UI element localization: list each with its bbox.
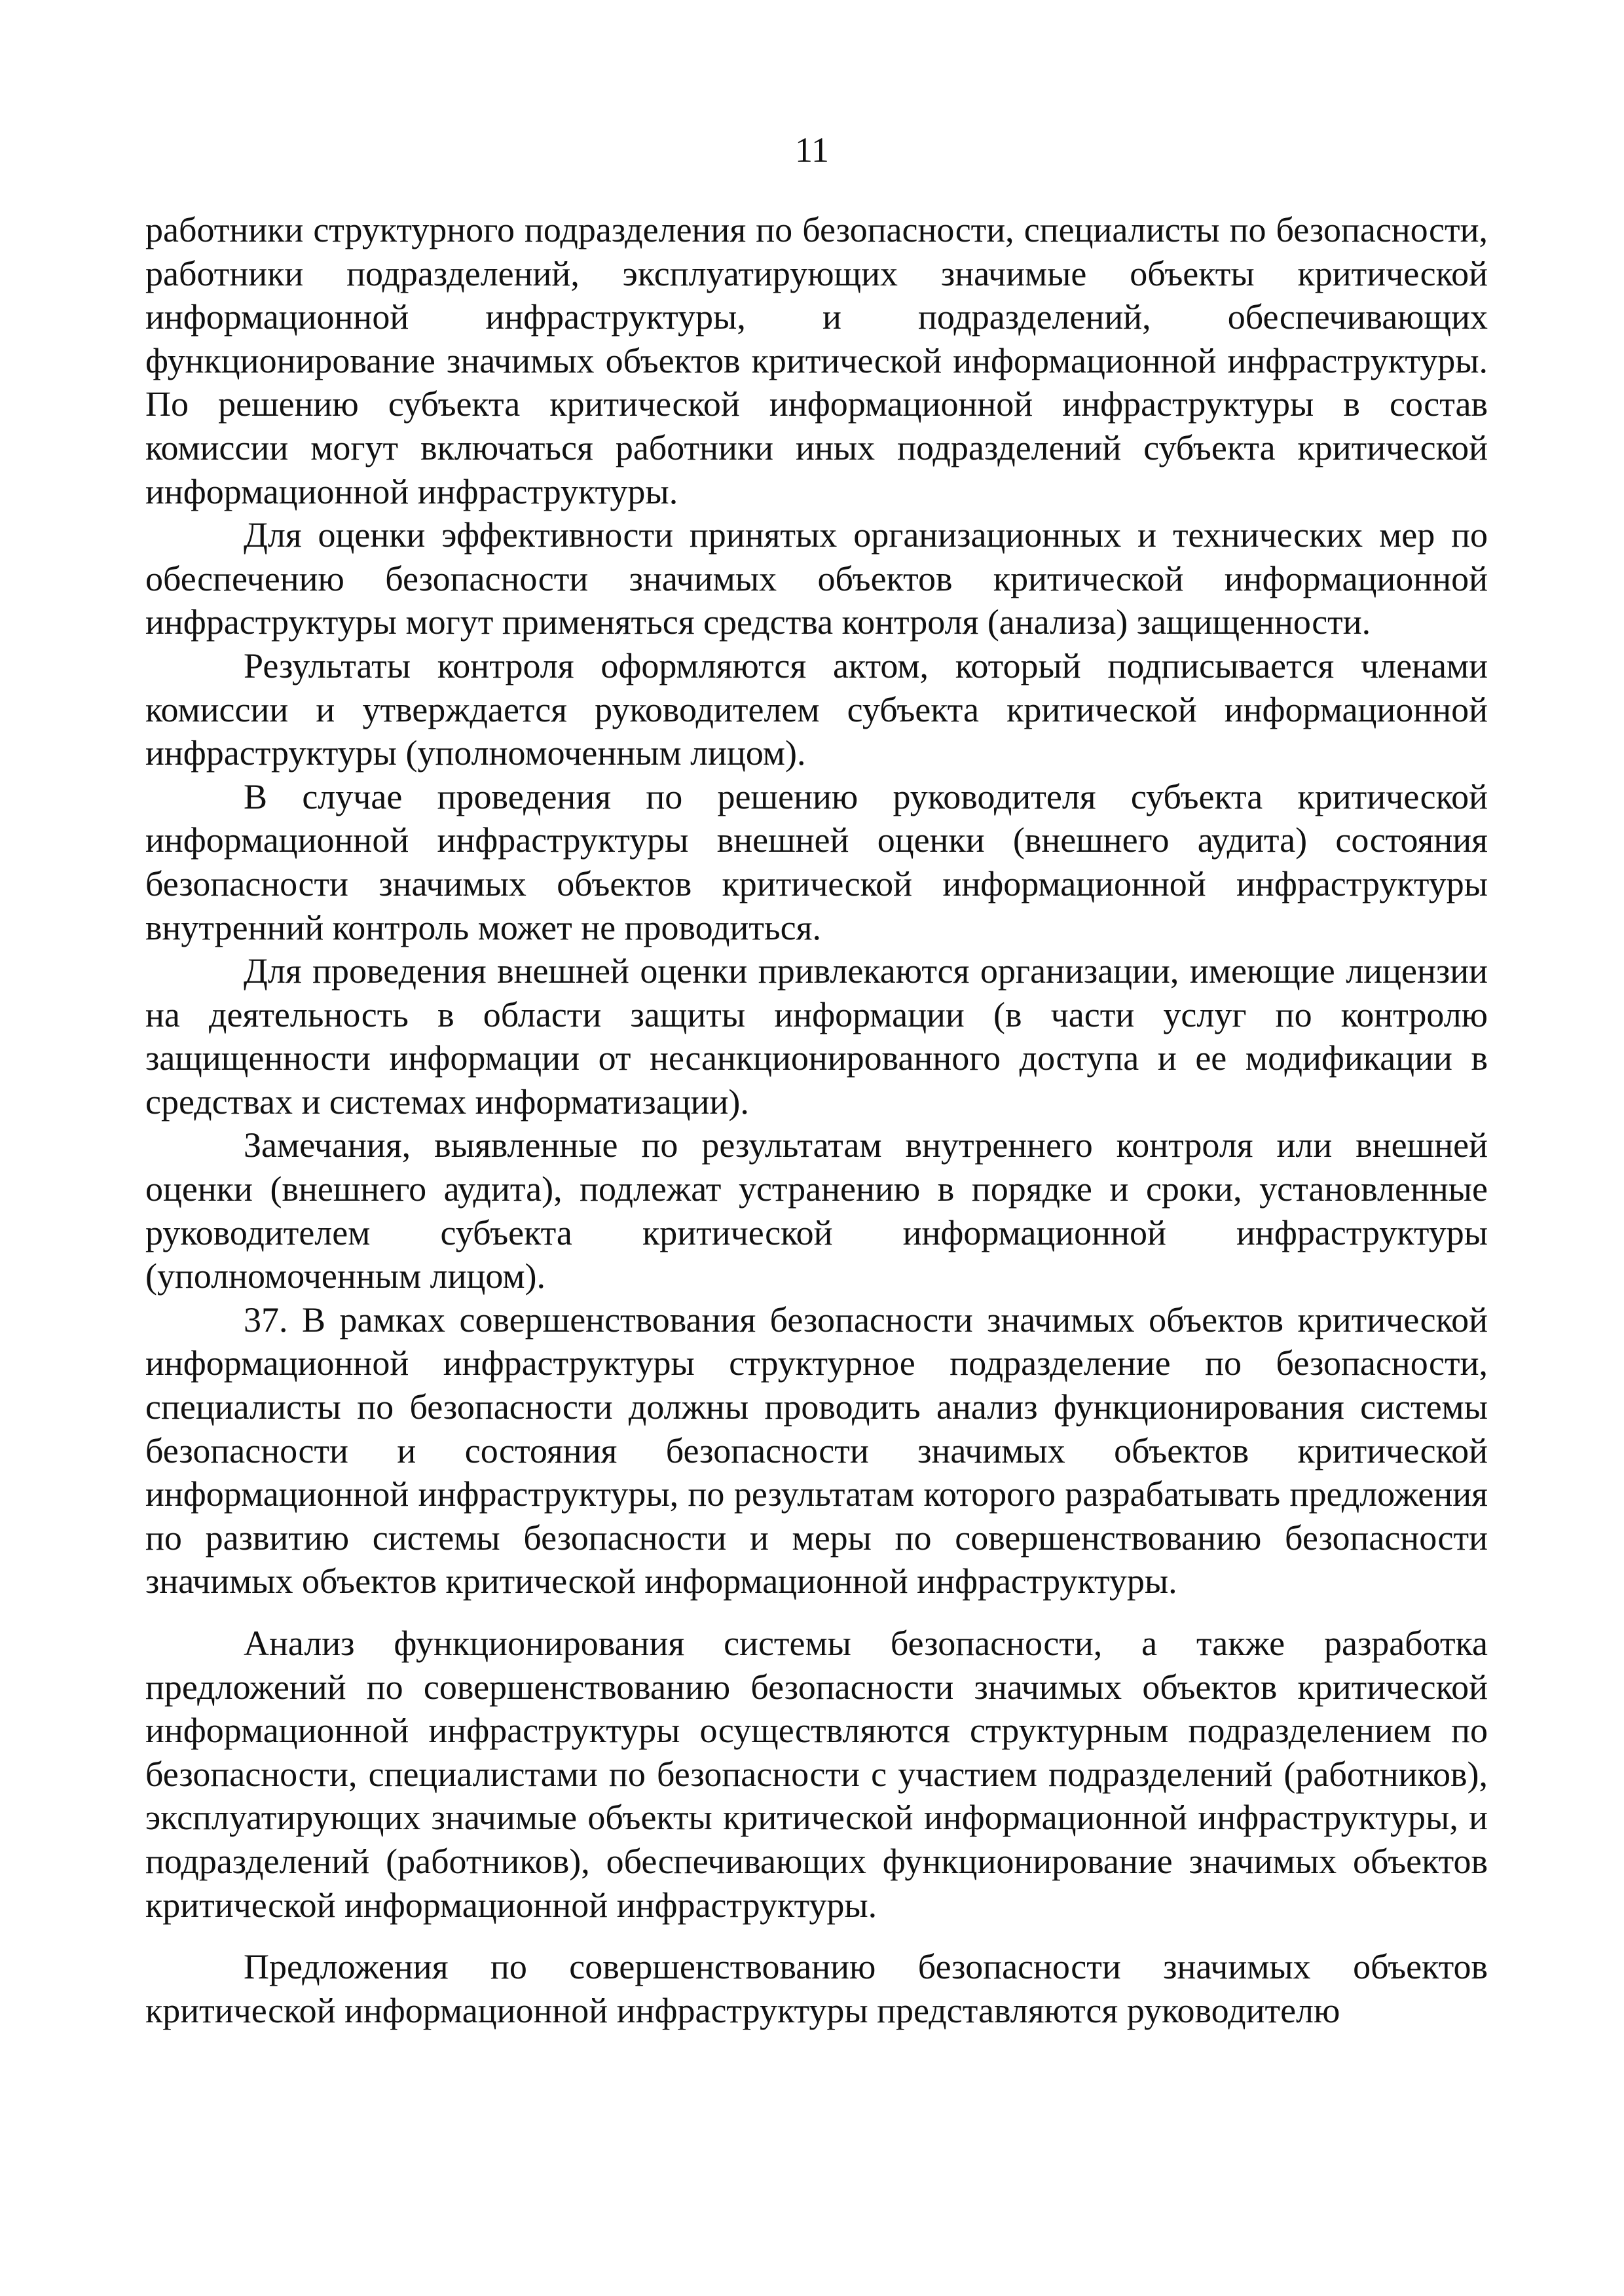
paragraph-external-audit: В случае проведения по решению руководителя субъекта критической информационной инфраструктуры внешней оценки (внешнего аудита) состояния безопасности значимых объектов критической информационной инфраструктуры внутренний контроль может не проводиться. <box>145 776 1488 947</box>
paragraph-remarks-elimination: Замечания, выявленные по результатам внутреннего контроля или внешней оценки (внешнего аудита), подлежат устранению в порядке и сроки, установленные руководителем субъекта критической информационной инфраструктуры (уполномоченным лицом). <box>145 1125 1488 1296</box>
paragraph-continuation: работники структурного подразделения по безопасности, специалисты по безопасности, работники подразделений, эксплуатирующих значимые объекты критической информационной инфраструктуры, и подразделений, обеспечивающих функционирование значимых объектов критической информационной инфраструктуры. По решению субъекта критической информационной инфраструктуры в состав комиссии могут включаться работники иных подразделений субъекта критической информационной инфраструктуры. <box>145 210 1488 511</box>
paragraph-item-37: 37. В рамках совершенствования безопасности значимых объектов критической информационной инфраструктуры структурное подразделение по безопасности, специалисты по безопасности должны проводить анализ функционирования системы безопасности и состояния безопасности значимых объектов критической информационной инфраструктуры, по результатам которого разрабатывать предложения по развитию системы безопасности и меры по совершенствованию безопасности значимых объектов критической информационной инфраструктуры. <box>145 1300 1488 1601</box>
document-body <box>145 208 1488 2032</box>
paragraph-proposals: Предложения по совершенствованию безопасности значимых объектов критической информационной инфраструктуры представляются руководителю <box>145 1947 1488 2030</box>
paragraph-licensed-organizations: Для проведения внешней оценки привлекаются организации, имеющие лицензии на деятельность в области защиты информации (в части услуг по контролю защищенности информации от несанкционированного доступа и ее модификации в средствах и системах информатизации). <box>145 951 1488 1121</box>
paragraph-analysis: Анализ функционирования системы безопасности, а также разработка предложений по совершенствованию безопасности значимых объектов критической информационной инфраструктуры осуществляются структурным подразделением по безопасности, специалистами по безопасности с участием подразделений (работников), эксплуатирующих значимые объекты критической информационной инфраструктуры, и подразделений (работников), обеспечивающих функционирование значимых объектов критической информационной инфраструктуры. <box>145 1624 1488 1925</box>
page-number: 11 <box>795 130 829 170</box>
paragraph-effectiveness-assessment: Для оценки эффективности принятых организационных и технических мер по обеспечению безопасности значимых объектов критической информационной инфраструктуры могут применяться средства контроля (анализа) защищенности. <box>145 515 1488 642</box>
paragraph-control-results: Результаты контроля оформляются актом, который подписывается членами комиссии и утверждается руководителем субъекта критической информационной инфраструктуры (уполномоченным лицом). <box>145 646 1488 773</box>
